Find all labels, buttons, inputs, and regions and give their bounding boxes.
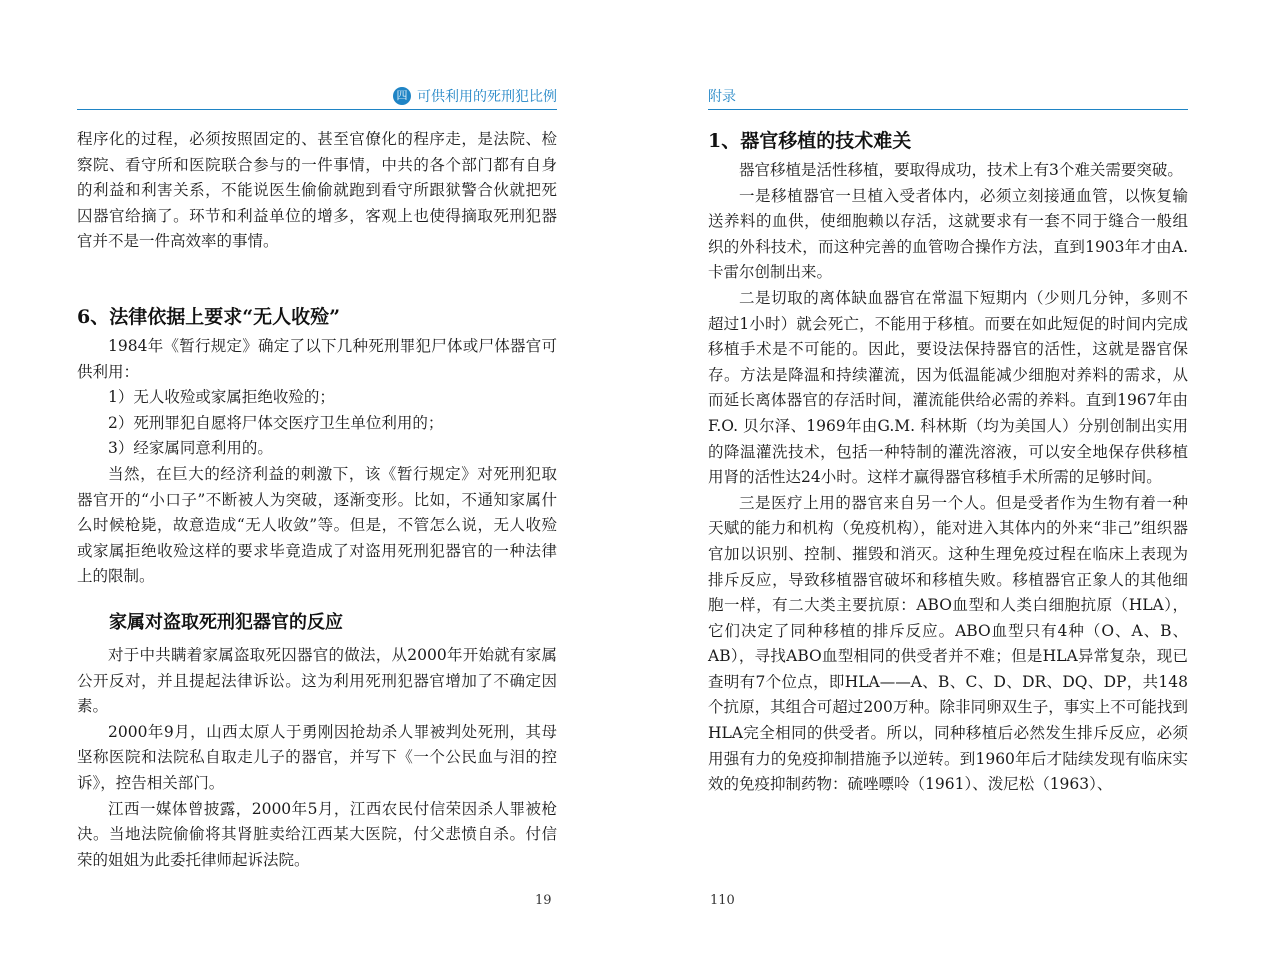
left-header-title: 可供利用的死刑犯比例 [417,89,557,105]
left-intro [77,127,557,255]
left-page-number: 19 [535,893,552,908]
section6-paragraph: 1984年《暂行规定》确定了以下几种死刑罪犯尸体或尸体器官可供利用： [77,337,557,381]
subsection-paragraph: 对于中共瞒着家属盗取死囚器官的做法，从2000年开始就有家属公开反对，并且提起法律诉讼。这为利用死刑犯器官增加了不确定因素。 [77,646,557,716]
right-body [708,158,1188,798]
right-page-number: 110 [710,893,735,908]
body-paragraph: 二是切取的离体缺血器官在常温下短期内（少则几分钟，多则不超过1小时）就会死亡，不能用于移植。而要在如此短促的时间内完成移植手术是不可能的。因此，要设法保持器官的活性，这就是器官保存。方法是降温和持续灌流，因为低温能减少细胞对养料的需求，从而延长离体器官的存活时间，灌流能供给必需的养料。直到1967年由F.O. 贝尔泽、1969年由G.M. 科林斯（均为美国人）分别创制出实用的降温灌洗技术，包括一种特制的灌洗溶液，可以安全地保存供移植用肾的活性达24小时。这样才赢得器官移植手术所需的足够时间。 [708,288,1188,487]
chapter-badge: 四 [393,87,411,105]
body-paragraph: 一是移植器官一旦植入受者体内，必须立刻接通血管，以恢复输送养料的血供，使细胞赖以存活，这就要求有一套不同于缝合一般组织的外科技术，而这种完善的血管吻合操作方法，直到1903年才由A.卡雷尔创制出来。 [708,186,1188,282]
right-header-rule [708,109,1188,110]
section6-item: 2）死刑罪犯自愿将尸体交医疗卫生单位利用的； [108,413,444,432]
subsection-heading: 家属对盗取死刑犯器官的反应 [109,612,343,633]
section6-paragraph: 当然，在巨大的经济利益的刺激下，该《暂行规定》对死刑犯取器官开的“小口子”不断被人为突破，逐渐变形。比如，不通知家属什么时候枪毙，故意造成“无人收敛”等。但是，不管怎么说，无人收殓或家属拒绝收殓这样的要求毕竟造成了对盗用死刑犯器官的一种法律上的限制。 [77,464,557,586]
body-paragraph: 器官移植是活性移植，要取得成功，技术上有3个难关需要突破。 [739,161,1183,179]
section6-item: 1）无人收殓或家属拒绝收殓的； [108,388,335,407]
right-header-title: 附录 [708,89,736,105]
section1-heading: 1、器官移植的技术难关 [708,130,912,152]
left-header-rule [77,109,557,110]
section6-item: 3）经家属同意利用的。 [108,439,273,458]
subsection-body [77,643,557,873]
section6-heading: 6、法律依据上要求“无人收殓” [77,306,341,328]
body-paragraph: 三是医疗上用的器官来自另一个人。但是受者作为生物有着一种天赋的能力和机构（免疫机构），能对进入其体内的外来“非己”组织器官加以识别、控制、摧毁和消灭。这种生理免疫过程在临床上表现为排斥反应，导致移植器官破坏和移植失败。移植器官正象人的其他细胞一样，有二大类主要抗原：ABO血型和人类白细胞抗原（HLA），它们决定了同种移植的排斥反应。ABO血型只有4种（O、A、B、AB），寻找ABO血型相同的供受者并不难；但是HLA异常复杂，现已查明有7个位点，即HLA——A、B、C、D、DR、DQ、DP，共148个抗原，其组合可超过200万种。除非同卵双生子，事实上不可能找到HLA完全相同的供受者。所以，同种移植后必然发生排斥反应，必须用强有力的免疫抑制措施予以逆转。到1960年后才陆续发现有临床实效的免疫抑制药物：硫唑嘌呤（1961）、泼尼松（1963）、 [708,493,1188,794]
subsection-paragraph: 2000年9月，山西太原人于勇刚因抢劫杀人罪被判处死刑，其母坚称医院和法院私自取走儿子的器官，并写下《一个公民血与泪的控诉》，控告相关部门。 [77,722,557,792]
left-running-header [77,86,557,108]
right-running-header [708,86,1188,108]
section6-body [77,334,557,590]
subsection-paragraph: 江西一媒体曾披露，2000年5月，江西农民付信荣因杀人罪被枪决。当地法院偷偷将其肾脏卖给江西某大医院，付父悲愤自杀。付信荣的姐姐为此委托律师起诉法院。 [77,799,557,869]
intro-paragraph: 程序化的过程，必须按照固定的、甚至官僚化的程序走，是法院、检察院、看守所和医院联合参与的一件事情，中共的各个部门都有自身的利益和利害关系，不能说医生偷偷就跑到看守所跟狱警合伙就把死囚器官给摘了。环节和利益单位的增多，客观上也使得摘取死刑犯器官并不是一件高效率的事情。 [77,130,557,251]
